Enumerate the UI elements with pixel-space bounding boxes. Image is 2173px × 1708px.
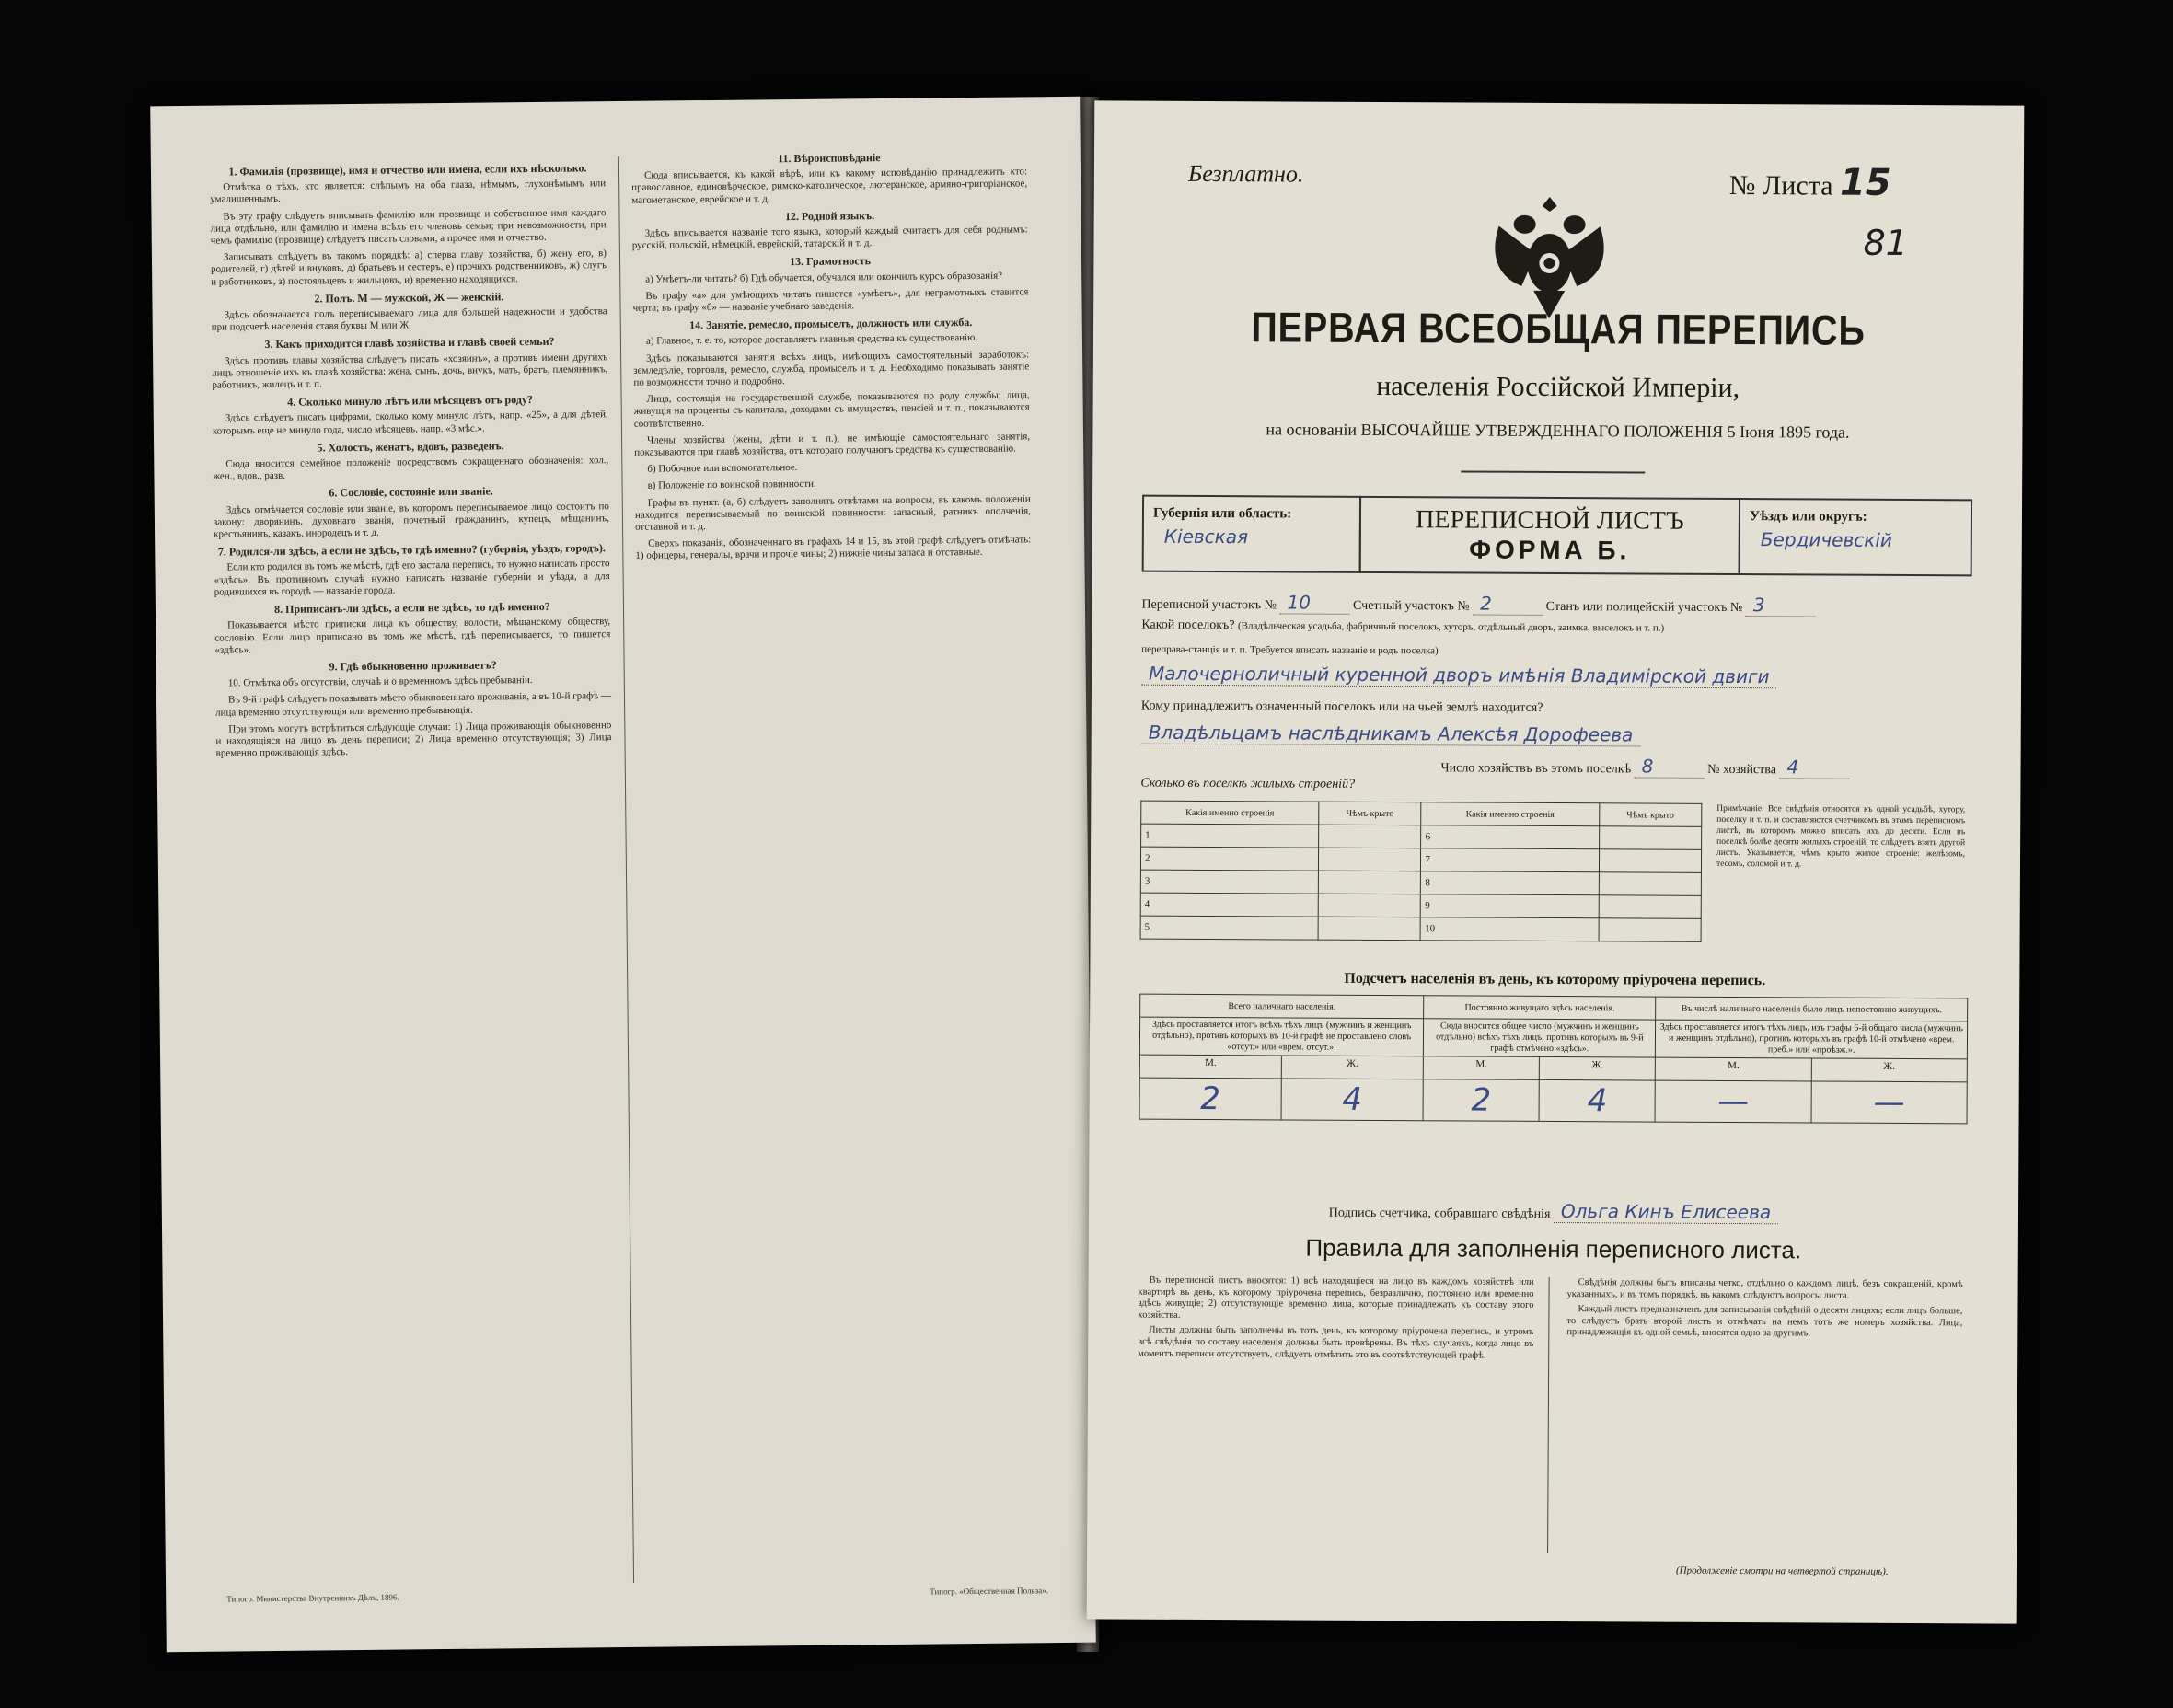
table-cell	[1599, 872, 1702, 896]
counting-section-value: 2	[1473, 593, 1543, 616]
table-cell: 8	[1421, 871, 1599, 895]
instruction-paragraph: Отмѣтка о тѣхъ, кто является: слѣпымъ на оба глаза, нѣмымъ, глухонѣмымъ или умалишеннымъ.	[210, 178, 607, 206]
owner-label: Кому принадлежитъ означенный поселокъ или на чьей землѣ находится?	[1140, 698, 1543, 715]
instruction-paragraph: Записывать слѣдуетъ въ такомъ порядкѣ: а) сперва главу хозяйства, б) жену его, в) родителей, г) дѣтей и внуковъ, д) братьевъ и сестеръ, е) прочихъ родственниковъ, ж) слугъ и работниковъ, з) постояльцевъ и жильцовъ, и) временно находящихся.	[211, 248, 607, 288]
count-header-present: Всего наличнаго населенія.	[1140, 994, 1424, 1019]
instruction-heading: 5. Холостъ, женатъ, вдовъ, разведенъ.	[317, 439, 504, 455]
households-line	[1440, 754, 1965, 779]
table-cell: 6	[1421, 825, 1599, 849]
instruction-paragraph: Въ эту графу слѣдуетъ вписывать фамилію или прозвище и собственное имя каждаго лица отдѣльно, или фамилію и имена всѣхъ его членовъ семьи; при невозможности, при чемъ фамилію (прозвище) слѣдуетъ писать словами, а прочее имя и отчество.	[210, 206, 607, 247]
district-label: Уѣздъ или округъ:	[1749, 509, 1867, 525]
instruction-heading: 2. Полъ. М — мужской, Ж — женскій.	[314, 290, 504, 306]
table-cell: 4	[1140, 893, 1318, 917]
instruction-paragraph: в) Положеніе по воинской повинности.	[647, 479, 816, 492]
form-type-label: ФОРМА Б.	[1469, 535, 1631, 565]
instruction-heading: 8. Приписанъ-ли здѣсь, а если не здѣсь, то гдѣ именно?	[274, 599, 550, 617]
settlement-hint: (Владѣльческая усадьба, фабричный поселокъ, хуторъ, отдѣльный дворъ, заимка, выселокъ и т. п.)	[1237, 620, 1665, 634]
rule-paragraph: Каждый листъ предназначенъ для записыванія свѣдѣній о десяти лицахъ; если лицъ больше, то слѣдуетъ брать второй листъ и отмѣчать на немъ тотъ же номеръ хозяйства. Лица, принадлежащія къ одной семьѣ, вносятся одно за другимъ.	[1566, 1304, 1963, 1339]
instruction-heading: 3. Какъ приходится главѣ хозяйства и главѣ своей семьи?	[264, 335, 555, 352]
instruction-heading: 4. Сколько минуло лѣтъ или мѣсяцевъ отъ роду?	[287, 393, 533, 410]
enumerator-signature-value: Ольга Кинъ Елисеева	[1554, 1200, 1778, 1224]
permanent-female-count: 4	[1539, 1079, 1655, 1122]
rules-divider	[1547, 1277, 1550, 1553]
table-cell	[1319, 825, 1422, 848]
handwritten-side-number: 81	[1863, 222, 1909, 263]
buildings-note: Примѣчаніе. Все свѣдѣнія относятся къ одной усадьбѣ, хутору, поселку и т. п. и составляются счетчикомъ въ этомъ переписномъ листѣ, въ которомъ можно вписать ихъ до десяти. Если въ поселкѣ болѣе десяти жилыхъ строеній, то слѣдуетъ взять другой листъ. Указывается, чѣмъ крыто жилое строеніе: желѣзомъ, тесомъ, соломой и т. д.	[1716, 803, 1966, 870]
instruction-paragraph: Здѣсь обозначается полъ переписываемаго лица для большей надежности и удобства при подсчетѣ населенія ставя буквы М или Ж.	[211, 306, 607, 333]
settlement-label: Какой поселокъ?	[1141, 617, 1235, 633]
table-row	[1140, 847, 1701, 872]
census-sections-line	[1141, 591, 1970, 618]
instruction-heading: 6. Сословіе, состояніе или званіе.	[329, 484, 493, 500]
table-row	[1140, 893, 1701, 918]
owner-value-line	[1141, 721, 1970, 749]
governorate-box	[1142, 495, 1361, 573]
instruction-paragraph: При этомъ могутъ встрѣтиться слѣдующіе случаи: 1) Лица проживающія обыкновенно и находящіяся на лицо въ день переписи; 2) Лица временно отсутствующія; 3) Лица временно проживающія здѣсь.	[215, 719, 612, 759]
instruction-heading: 9. Гдѣ обыкновенно проживаетъ?	[329, 658, 497, 674]
instruction-paragraph: Сюда вписывается, къ какой вѣрѣ, или къ какому исповѣданію принадлежитъ кто: православное, единовѣрческое, римско-католическое, лютеранское, армяно-григоріанское, магометанское, еврейское и т. д.	[631, 166, 1028, 206]
free-of-charge-label: Безплатно.	[1187, 159, 1304, 188]
table-row	[1140, 870, 1701, 895]
table-cell: 10	[1421, 917, 1599, 941]
count-desc-temporary: Здѣсь проставляется итогъ тѣхъ лицъ, изъ графы 6-й общаго числа (мужчинъ и женщинъ отдѣльно), противъ которыхъ въ графѣ 10-й отмѣчено «врем. преб.» или «проѣзж.».	[1656, 1020, 1968, 1059]
rules-title: Правила для заполненія переписного листа.	[1305, 1233, 1802, 1264]
household-number-label: № хозяйства	[1707, 762, 1777, 778]
sheet-number-label: № Листа	[1728, 169, 1833, 202]
governorate-value: Кіевская	[1163, 525, 1249, 548]
households-count-value: 8	[1635, 755, 1705, 778]
instruction-paragraph: Графы въ пункт. (а, б) слѣдуетъ заполнять отвѣтами на вопросы, въ какомъ положеніи находится переписываемый по воинской повинности: запасный, ратникъ ополченія, отставной и т. д.	[634, 493, 1031, 533]
instruction-paragraph: Если кто родился въ томъ же мѣстѣ, гдѣ его застала перепись, то нужно написать просто «здѣсь». Въ противномъ случаѣ нужно написать названіе губерніи и уѣзда, а для родившихся въ городѣ — названіе города.	[214, 558, 610, 598]
title-divider	[1461, 470, 1645, 473]
table-cell: 3	[1140, 870, 1318, 894]
left-page-instructions	[150, 97, 1096, 1652]
form-title-box	[1359, 496, 1740, 575]
instruction-paragraph: 10. Отмѣтка объ отсутствіи, случаѣ и о временномъ здѣсь пребываніи.	[227, 675, 533, 689]
instruction-paragraph: Въ графу «а» для умѣющихъ читать пишется «умѣетъ», для неграмотныхъ ставится черта; въ графу «б» — названіе учебнаго заведенія.	[632, 286, 1029, 314]
table-row	[1141, 824, 1702, 849]
table-cell	[1318, 894, 1421, 917]
settlement-hint-2: переправа-станція и т. п. Требуется вписать названіе и родъ поселка)	[1141, 643, 1439, 657]
sex-label-female: Ж.	[1281, 1056, 1423, 1079]
sex-label-female: Ж.	[1540, 1056, 1656, 1080]
settlement-name-line	[1141, 663, 1970, 690]
temporary-female-count: —	[1811, 1081, 1968, 1124]
census-main-title: ПЕРВАЯ ВСЕОБЩАЯ ПЕРЕПИСЬ	[1251, 303, 1866, 354]
buildings-header: Чѣмъ крыто	[1599, 803, 1702, 827]
sex-label-female: Ж.	[1811, 1058, 1967, 1082]
count-desc-permanent: Сюда вносится общее число (мужчинъ и женщинъ отдѣльно) всѣхъ тѣхъ лицъ, противъ которыхъ въ 9-й графѣ отмѣчено «здѣсь».	[1424, 1019, 1656, 1057]
counting-section-label: Счетный участокъ №	[1352, 598, 1470, 614]
instruction-paragraph: Члены хозяйства (жены, дѣти и т. п.), не имѣющіе самостоятельнаго занятія, показываются при главѣ хозяйства, отъ котораго получаютъ средства къ существованію.	[634, 431, 1031, 458]
buildings-header: Чѣмъ крыто	[1319, 802, 1422, 825]
printer-imprint-left: Типогр. Министерства Внутреннихъ Дѣлъ, 1896.	[226, 1592, 399, 1604]
right-page-census-form	[1087, 100, 2025, 1623]
table-cell: 9	[1421, 894, 1599, 918]
district-value: Бердичевскій	[1760, 528, 1892, 551]
owner-value: Владѣльцамъ наслѣдникамъ Алексѣя Дорофеева	[1141, 721, 1641, 747]
instruction-paragraph: Здѣсь слѣдуетъ писать цифрами, сколько кому минуло лѣтъ, напр. «25», а для дѣтей, которымъ еще не минуло года, число мѣсяцевъ, напр. «3 мѣс.».	[212, 409, 608, 437]
district-box	[1739, 498, 1972, 576]
present-female-count: 4	[1281, 1079, 1423, 1121]
rule-paragraph: Въ переписной листъ вносятся: 1) всѣ находящіеся на лицо въ каждомъ хозяйствѣ или квартирѣ въ день, къ которому пріурочена перепись, безразлично, постоянно или временно здѣсь живущіе; 2) отсутствующіе временно лица, которые принадлежатъ къ составу этого хозяйства.	[1138, 1275, 1534, 1321]
instruction-paragraph: Здѣсь противъ главы хозяйства слѣдуетъ писать «хозяинъ», а противъ имени другихъ лицъ отношеніе ихъ къ главѣ хозяйства: жена, сынъ, дочь, внукъ, мать, братъ, племянникъ, работникъ, жилецъ и т. п.	[212, 351, 608, 391]
owner-line	[1141, 699, 1970, 719]
permanent-male-count: 2	[1423, 1079, 1539, 1122]
rule-paragraph: Свѣдѣнія должны быть вписаны четко, отдѣльно о каждомъ лицѣ, безъ сокращеній, кромѣ указанныхъ, и въ томъ порядкѣ, въ какомъ слѣдуютъ вопросы листа.	[1566, 1277, 1963, 1301]
table-row	[1140, 916, 1701, 941]
count-header-temporary: Въ числѣ наличнаго населенія было лицъ непостоянно живущихъ.	[1656, 997, 1968, 1021]
buildings-line	[1140, 777, 1969, 796]
census-sheet-title: ПЕРЕПИСНОЙ ЛИСТЪ	[1416, 505, 1684, 536]
instruction-paragraph: Здѣсь показываются занятія всѣхъ лицъ, имѣющихъ самостоятельный заработокъ: земледѣліе, торговля, ремесло, служба, промыселъ и т. д. Необходимо показывать занятіе по возможности точно и подробно.	[633, 348, 1030, 388]
instruction-paragraph: Показывается мѣсто приписки лица къ обществу, волости, мѣщанскому обществу, сословію. Если лицо приписано въ томъ же мѣстѣ, гдѣ переписывается, то пишется «здѣсь».	[214, 616, 611, 656]
sex-label-male: М.	[1656, 1057, 1811, 1081]
temporary-male-count: —	[1656, 1080, 1811, 1123]
table-cell	[1599, 895, 1702, 919]
enumerator-signature-label: Подпись счетчика, собравшаго свѣдѣнія	[1328, 1206, 1551, 1221]
instruction-heading: 14. Занятіе, ремесло, промыселъ, должность или служба.	[689, 316, 973, 332]
instruction-heading: 11. Вѣроисповѣданіе	[778, 151, 881, 166]
instruction-paragraph: б) Побочное или вспомогательное.	[647, 462, 798, 475]
instructions-column-2	[631, 144, 1032, 567]
table-cell: 7	[1421, 848, 1599, 872]
settlement-value: Малочерноличный куренной дворъ имѣнія Владимірской двиги	[1141, 663, 1777, 689]
instruction-heading: 13. Грамотность	[790, 254, 871, 269]
instruction-paragraph: а) Главное, т. е. то, которое доставляетъ главныя средства къ существованію.	[645, 332, 978, 348]
table-cell	[1599, 918, 1702, 942]
instruction-paragraph: Здѣсь вписывается названіе того языка, который каждый считаетъ для себя роднымъ: русскій, польскій, нѣмецкій, еврейскій, татарскій и т. д.	[631, 224, 1028, 252]
table-cell	[1319, 848, 1422, 871]
police-section-label: Станъ или полицейскій участокъ №	[1545, 599, 1743, 616]
printer-imprint-right: Типогр. «Общественная Польза».	[930, 1586, 1048, 1597]
table-cell: 5	[1140, 916, 1318, 940]
table-cell: 2	[1140, 847, 1318, 871]
buildings-table-body	[1140, 824, 1702, 941]
buildings-label: Сколько въ поселкѣ жилыхъ строеній?	[1140, 776, 1356, 791]
census-subtitle: населенія Россійской Имперіи,	[1376, 370, 1740, 404]
rules-column-left	[1138, 1275, 1533, 1366]
police-section-value: 3	[1746, 594, 1816, 617]
settlement-type-line	[1141, 618, 1970, 638]
rule-paragraph: Листы должны быть заполнены въ тотъ день, къ которому пріурочена перепись, и утромъ всѣ свѣдѣнія по составу населенія должны быть провѣрены. Въ тѣхъ случаяхъ, когда лицо въ моментъ переписи отсутствуетъ, слѣдуетъ отмѣтить это въ соотвѣтствующей графѣ.	[1138, 1325, 1534, 1361]
buildings-table	[1140, 801, 1703, 942]
enumeration-district-label: Переписной участокъ №	[1141, 597, 1277, 613]
continued-note: (Продолженіе смотри на четвертой страницѣ).	[1675, 1564, 1889, 1577]
table-cell: 1	[1141, 824, 1319, 848]
sex-label-male: М.	[1423, 1056, 1539, 1080]
population-count-table	[1139, 994, 1969, 1125]
sheet-number-value: 15	[1839, 161, 1891, 204]
settlement-value-line	[1141, 642, 1970, 662]
rules-column-right	[1566, 1277, 1962, 1344]
instruction-paragraph: Сюда вносится семейное положеніе посредствомъ сокращеннаго обозначенія: хол., жен., вдов., разв.	[213, 455, 609, 482]
instruction-paragraph: а) Умѣетъ-ли читать? б) Гдѣ обучается, обучался или окончилъ курсъ образованія?	[645, 270, 1003, 285]
population-count-title: Подсчетъ населенія въ день, къ которому пріурочена перепись.	[1344, 970, 1766, 989]
instruction-heading: 1. Фамилія (прозвище), имя и отчество или имена, если ихъ нѣсколько.	[228, 161, 587, 179]
household-number-value: 4	[1779, 756, 1849, 779]
buildings-header: Какія именно строенія	[1421, 802, 1599, 826]
enumeration-district-value: 10	[1279, 591, 1349, 614]
sex-label-male: М.	[1139, 1055, 1281, 1079]
table-cell	[1318, 917, 1421, 941]
column-divider	[618, 156, 634, 1583]
households-count-label: Число хозяйствъ въ этомъ поселкѣ	[1440, 761, 1632, 777]
instruction-heading: 12. Родной языкъ.	[784, 208, 875, 223]
sheet-number-field	[1729, 161, 1891, 204]
present-male-count: 2	[1139, 1078, 1281, 1120]
instruction-paragraph: Сверхъ показанія, обозначеннаго въ графахъ 14 и 15, въ этой графѣ слѣдуетъ отмѣчать: 1) офицеры, генералы, врачи и прочіе чины; 2) нижніе чины запаса и отставные.	[635, 534, 1032, 562]
table-cell	[1599, 849, 1702, 873]
instructions-column-1	[210, 156, 612, 765]
table-cell	[1599, 826, 1702, 850]
census-legal-basis: на основаніи ВЫСОЧАЙШЕ УТВЕРЖДЕННАГО ПОЛОЖЕНІЯ 5 Іюня 1895 года.	[1266, 420, 1850, 442]
instruction-paragraph: Въ 9-й графѣ слѣдуетъ показывать мѣсто обыкновеннаго проживанія, а въ 10-й графѣ — лица временно отсутствующія или временно пребывающія.	[215, 690, 612, 719]
governorate-label: Губернія или область:	[1152, 505, 1292, 522]
table-cell	[1318, 871, 1421, 894]
count-header-permanent: Постоянно живущаго здѣсь населенія.	[1424, 996, 1656, 1020]
instruction-paragraph: Лица, состоящія на государственной службе, показываются по роду службы; лица, живущія на проценты съ капитала, доходами съ имуществъ, пенсіей и т. п., показываются соотвѣтственно.	[633, 389, 1030, 430]
enumerator-signature-line	[1089, 1197, 2018, 1225]
instruction-heading: 7. Родился-ли здѣсь, а если не здѣсь, то гдѣ именно? (губернія, уѣздъ, городъ).	[217, 541, 606, 559]
instruction-paragraph: Здѣсь отмѣчается сословіе или званіе, въ которомъ переписываемое лицо состоитъ по закону: дворянинъ, духовнаго званія, почетный гражданинъ, купецъ, мѣщанинъ, крестьянинъ, казакъ, инородецъ и т. д.	[213, 500, 610, 540]
count-desc-present: Здѣсь проставляется итогъ всѣхъ тѣхъ лицъ (мужчинъ и женщинъ отдѣльно), противъ которыхъ въ 10-й графѣ не проставлено словъ «отсут.» или «врем. отсут.».	[1139, 1017, 1423, 1056]
buildings-header: Какія именно строенія	[1141, 801, 1319, 825]
